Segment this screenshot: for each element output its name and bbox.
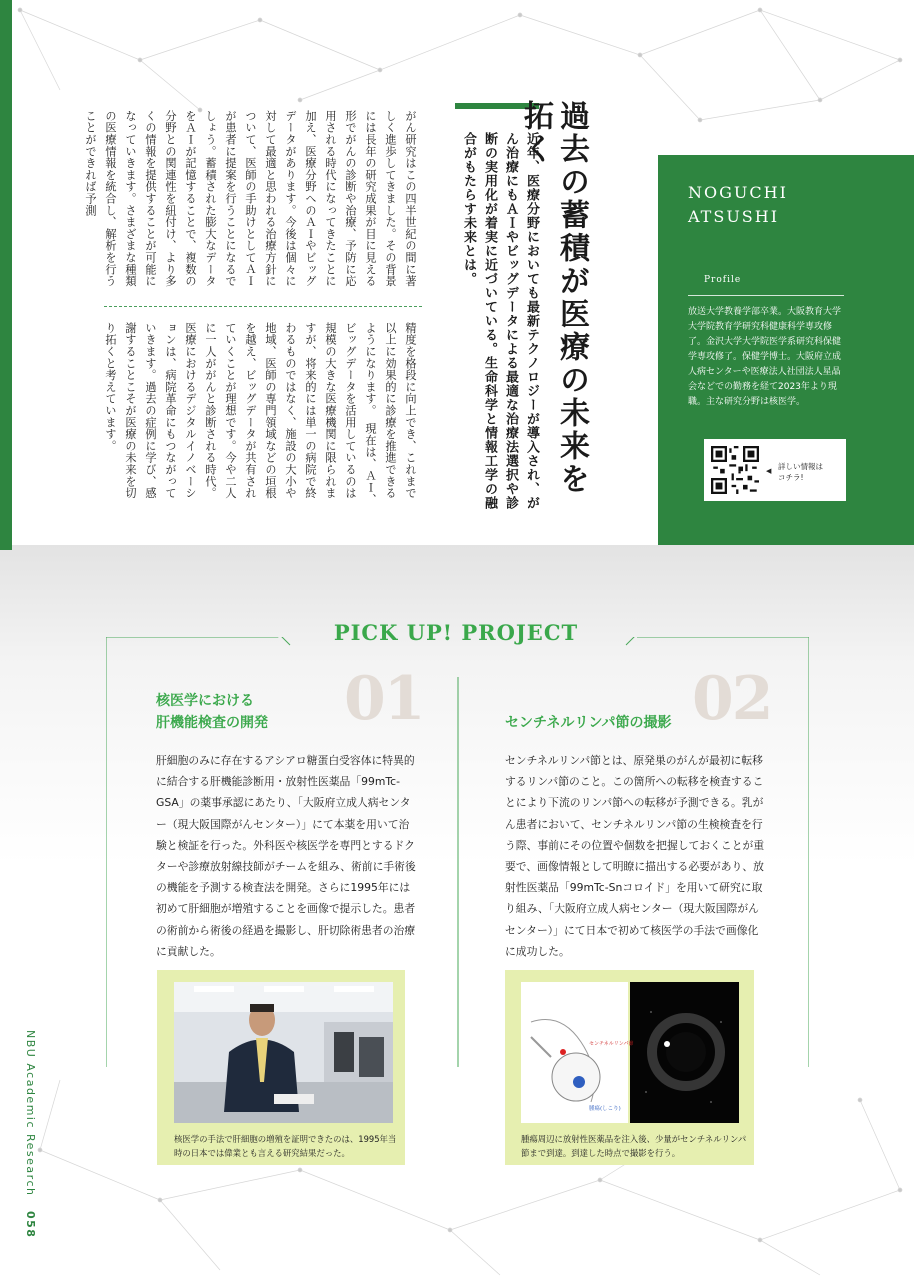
pickup-heading: PICK UP! PROJECT <box>333 620 579 645</box>
profile-bio: 放送大学教養学部卒業。大阪教育大学大学院教育学研究科健康科学専攻修了。金沢大学大学院医学系研究科保健学専攻修了。保健学博士。大阪府立成人病センターや医療法人社団法人星晶会などでの勤務を経て2023年より現職。主な研究分野は核医学。 <box>688 307 842 407</box>
project-description: センチネルリンパ節とは、原発巣のがんが最初に転移するリンパ節のこと。この箇所への転移を検査することにより下流のリンパ節への転移が予測できる。乳がん患者において、センチネルリンパ節の生検検査を行う際、事前にその位置や個数を把握しておくことが重要で、画像情報として明瞭に描出する必要があり、放射性医薬品「99mTc-Snコロイド」を用いて研究に取り組み、「大阪府立成人病センター（現大阪国際がんセンター）」にて日本で初めて核医学の手法で画像化に成功した。 <box>505 754 765 958</box>
project-title-line2: 肝機能検査の開発 <box>156 715 268 731</box>
qr-link-text[interactable]: 詳しい情報は コチラ! <box>778 462 823 482</box>
column-divider <box>104 306 422 307</box>
project-title: センチネルリンパ節の撮影 <box>505 715 672 731</box>
photo-card <box>157 970 405 1165</box>
photo-card <box>505 970 754 1165</box>
diagram-label-tumor: 腫瘍(しこり) <box>589 1106 621 1112</box>
left-accent-bar <box>0 0 12 550</box>
page-number: 058 <box>24 1211 37 1239</box>
footer-series: NBU Academic Research <box>24 1030 37 1197</box>
profile-name-line1: NOGUCHI <box>688 183 788 202</box>
project-number: 01 <box>344 664 424 734</box>
article-body-bottom: 精度を格段に向上でき、これまで以上に効果的に診療を推進できるようになります。 現在は、ＡＩ、ビッグデータを活用しているのは規模の大きな医療機関に限られますが、将来的には単一の病院で終わるものではなく、施設の大小や地域、医師の専門領域などの垣根を越え、ビッグデータが共有されていくことが理想です。今や二人に一人ががんと診断される時代。医療におけるデジタルイノベーションは、病院革命にもつながっていきます。過去の症例に学び、感謝することこそが医療の未来を切り拓くと考えています。 <box>104 322 417 506</box>
qr-link-box[interactable] <box>704 439 846 501</box>
article-body-top: がん研究はこの四半世紀の間に著しく進歩してきました。その背景には長年の研究成果が目に見える形でがんの診断や治療、予防に応用される時代になってきたことに加え、医療分野へのＡＩやビッグデータがあります。今後は個々に対して最適と思われる治療方針について、医師の手助けとしてＡＩが患者に提案を行うことになるでしょう。蓄積された膨大なデータをＡＩが記憶することで、複数の分野との関連性を紐付け、より多くの情報を提供することが可能になっていきます。さまざまな種類の医療情報を統合し、解析を行うことができれば予測 <box>84 110 417 287</box>
profile-divider <box>688 295 844 296</box>
project-number: 02 <box>692 664 772 734</box>
profile-name <box>688 181 888 229</box>
project-title-line1: 核医学における <box>156 693 254 709</box>
photo-caption: 核医学の手法で肝細胞の増殖を証明できたのは、1995年当時の日本では偉業とも言える研究結果だった。 <box>174 1134 397 1158</box>
photo-caption: 腫瘍周辺に放射性医薬品を注入後、少量がセンチネルリンパ節まで到達。到達した時点で撮影を行う。 <box>521 1134 747 1158</box>
footer-running-head <box>24 1030 37 1260</box>
article-title: 過去の蓄積が医療の未来を拓く <box>518 100 589 496</box>
project-title <box>156 690 268 734</box>
diagram-label-sentinel: センチネルリンパ節 <box>589 1041 634 1047</box>
researcher-photo <box>174 982 393 1123</box>
profile-label: Profile <box>704 275 742 285</box>
profile-name-line2: ATSUSHI <box>688 207 780 226</box>
arrow-left-icon: ◀ <box>766 467 772 475</box>
profile-panel <box>658 155 914 545</box>
project-description: 肝細胞のみに存在するアシアロ糖蛋白受容体に特異的に結合する肝機能診断用・放射性医薬品「99mTc-GSA」の薬事承認にあたり、「大阪府立成人病センター（現大阪国際がんセンター）」にて本薬を用いて治験と検証を行った。外科医や核医学を専門とするドクターや診療放射線技師がチームを組み、術前に手術後の機能を予測する検査法を開発。さらに1995年には初めて肝細胞が増殖することを画像で提示した。患者の術前から術後の経過を撮影し、肝切除術患者の治療に貢献した。 <box>156 754 416 958</box>
qr-code-icon[interactable] <box>711 446 759 494</box>
lymph-node-diagram <box>521 982 739 1123</box>
article-lead: 近年、医療分野においても最新テクノロジーが導入され、がん治療にもＡＩやビッグデータによる最適な治療法選択や診断の実用化が着実に近づいている。生命科学と情報工学の融合がもたらす未来とは。 <box>461 132 539 510</box>
